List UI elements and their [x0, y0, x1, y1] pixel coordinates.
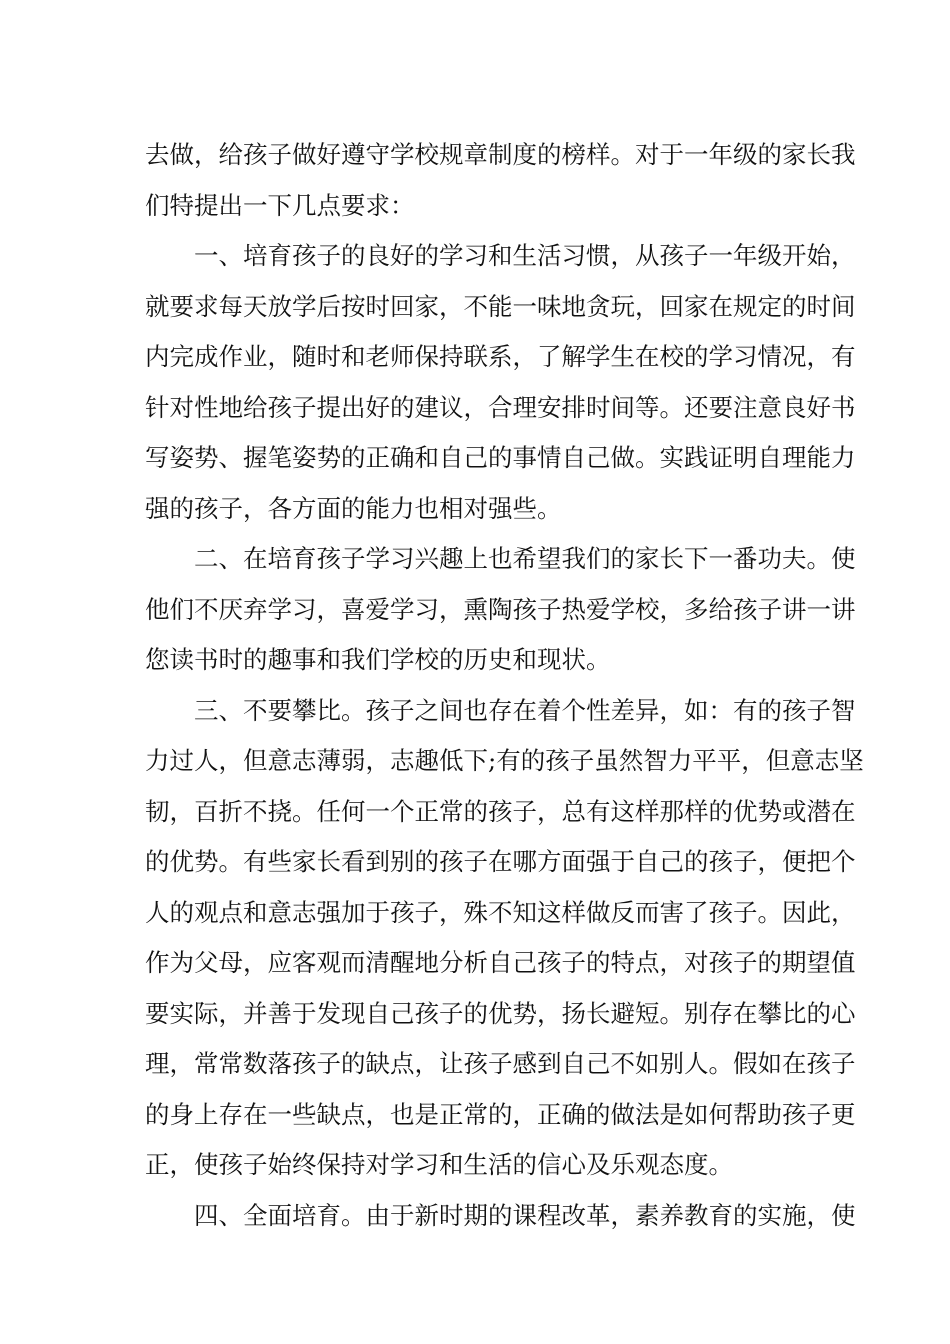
text-line: 写姿势、握笔姿势的正确和自己的事情自己做。实践证明自理能力 — [145, 443, 856, 472]
text-line: 韧，百折不挠。任何一个正常的孩子，总有这样那样的优势或潜在 — [145, 796, 856, 826]
text-line: 内完成作业，随时和老师保持联系，了解学生在校的学习情况，有 — [145, 342, 856, 371]
text-line: 正，使孩子始终保持对学习和生活的信心及乐观态度。 — [145, 1150, 733, 1179]
text-line: 三、不要攀比。孩子之间也存在着个性差异，如：有的孩子智 — [145, 695, 856, 725]
text-line: 的身上存在一些缺点，也是正常的，正确的做法是如何帮助孩子更 — [145, 1099, 856, 1129]
text-line: 们特提出一下几点要求： — [145, 190, 415, 220]
text-line: 二、在培育孩子学习兴趣上也希望我们的家长下一番功夫。使 — [145, 544, 856, 573]
text-line: 强的孩子，各方面的能力也相对强些。 — [145, 493, 562, 523]
text-line: 针对性地给孩子提出好的建议，合理安排时间等。还要注意良好书 — [145, 392, 856, 422]
text-line: 力过人，但意志薄弱，志趣低下;有的孩子虽然智力平平，但意志坚 — [145, 746, 864, 775]
text-line: 作为父母，应客观而清醒地分析自己孩子的特点，对孩子的期望值 — [145, 948, 856, 977]
text-line: 就要求每天放学后按时回家，不能一味地贪玩，回家在规定的时间 — [145, 291, 856, 321]
text-line: 他们不厌弃学习，喜爱学习，熏陶孩子热爱学校，多给孩子讲一讲 — [145, 594, 856, 624]
text-line: 的优势。有些家长看到别的孩子在哪方面强于自己的孩子，便把个 — [145, 847, 856, 876]
text-line: 四、全面培育。由于新时期的课程改革，素养教育的实施，使 — [145, 1200, 856, 1230]
text-line: 要实际，并善于发现自己孩子的优势，扬长避短。别存在攀比的心 — [145, 998, 856, 1028]
text-line: 人的观点和意志强加于孩子，殊不知这样做反而害了孩子。因此， — [145, 897, 856, 927]
text-line: 理，常常数落孩子的缺点，让孩子感到自己不如别人。假如在孩子 — [145, 1049, 856, 1078]
text-line: 一、培育孩子的良好的学习和生活习惯，从孩子一年级开始， — [145, 241, 856, 270]
text-line: 去做，给孩子做好遵守学校规章制度的榜样。对于一年级的家长我 — [145, 140, 856, 169]
text-line: 您读书时的趣事和我们学校的历史和现状。 — [145, 645, 611, 674]
body-text — [145, 130, 864, 1241]
